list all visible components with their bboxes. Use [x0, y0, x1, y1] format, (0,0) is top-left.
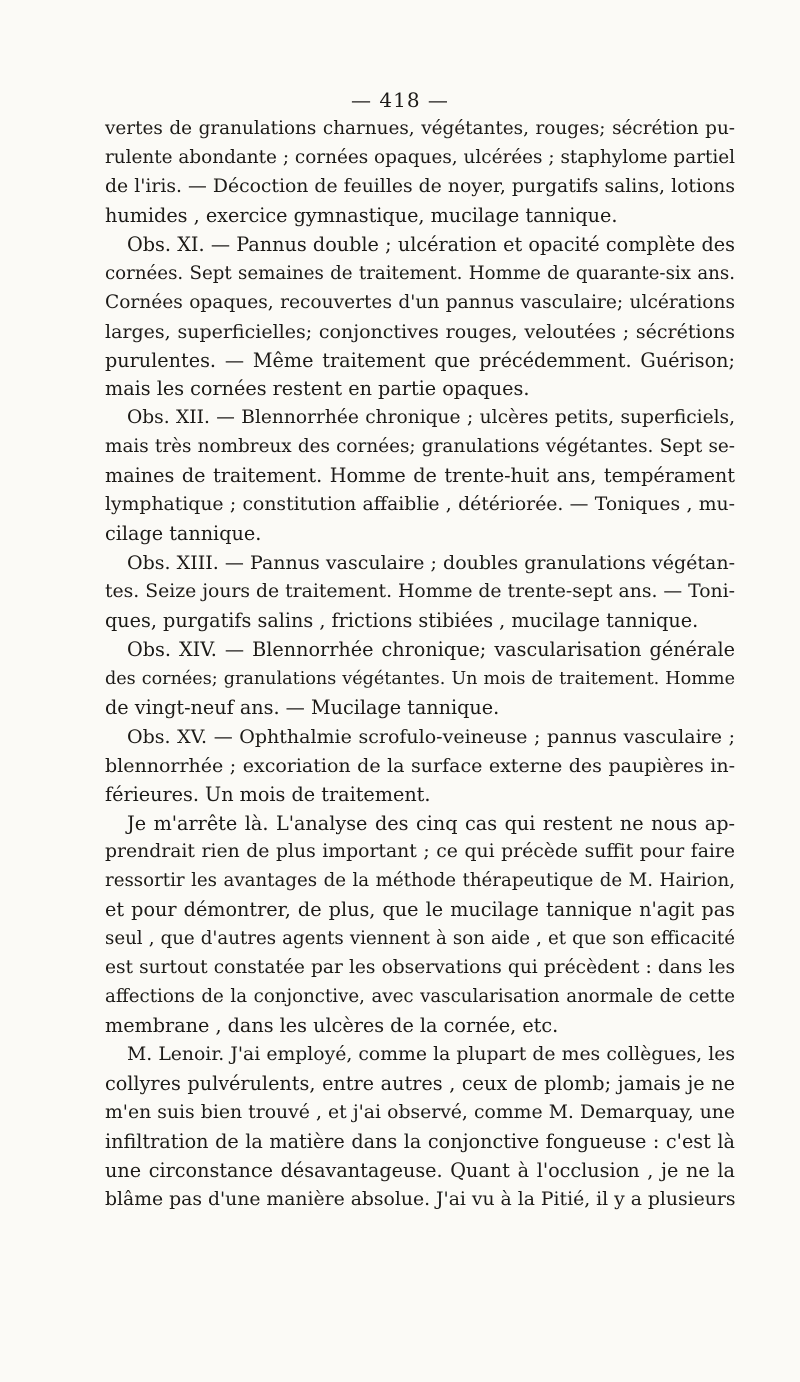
text-line: purulentes. — Même traitement que précédemment. Guérison; — [105, 348, 735, 372]
text-line: prendrait rien de plus important ; ce qui précède suffit pour faire — [105, 841, 735, 863]
text-line: cilage tannique. — [105, 522, 262, 546]
text-line: tes. Seize jours de traitement. Homme de trente-sept ans. — Toni- — [105, 581, 736, 602]
body-text — [105, 115, 735, 1215]
text-line: de l'iris. — Décoction de feuilles de noyer, purgatifs salins, lotions — [105, 175, 735, 197]
text-line: seul , que d'autres agents viennent à son aide , et que son efficacité — [105, 928, 735, 950]
text-line: membrane , dans les ulcères de la cornée, etc. — [105, 1014, 559, 1038]
text-line: humides , exercice gymnastique, mucilage tannique. — [105, 203, 618, 227]
text-line: vertes de granulations charnues, végétantes, rouges; sécrétion pu- — [105, 118, 735, 139]
text-line: Obs. XI. — Pannus double ; ulcération et opacité complète des — [127, 232, 735, 256]
text-line: m'en suis bien trouvé , et j'ai observé, comme M. Demarquay, une — [105, 1101, 735, 1123]
text-line: affections de la conjonctive, avec vascularisation anormale de cette — [105, 986, 735, 1008]
text-line: Je m'arrête là. L'analyse des cinq cas qui restent ne nous ap- — [127, 811, 735, 835]
text-line: ques, purgatifs salins , frictions stibiées , mucilage tannique. — [105, 608, 699, 632]
text-line: collyres pulvérulents, entre autres , ceux de plomb; jamais je ne — [105, 1071, 735, 1095]
text-line: Cornées opaques, recouvertes d'un pannus vasculaire; ulcérations — [105, 291, 735, 313]
text-line: férieures. Un mois de traitement. — [105, 782, 431, 806]
text-line: rulente abondante ; cornées opaques, ulcérées ; staphylome partiel — [105, 146, 735, 168]
text-line: Obs. XIV. — Blennorrhée chronique; vascularisation générale — [127, 637, 735, 661]
page-number: — 418 — — [351, 88, 449, 112]
text-line: ressortir les avantages de la méthode thérapeutique de M. Hairion, — [105, 870, 735, 892]
text-line: blennorrhée ; excoriation de la surface externe des paupières in- — [105, 754, 735, 777]
text-line: une circonstance désavantageuse. Quant à l'occlusion , je ne la — [105, 1158, 735, 1182]
text-line: larges, superficielles; conjonctives rouges, veloutées ; sécrétions — [105, 320, 735, 343]
text-line: lymphatique ; constitution affaiblie , détériorée. — Toniques , mu- — [105, 494, 735, 516]
text-line: M. Lenoir. J'ai employé, comme la plupart de mes collègues, les — [127, 1044, 735, 1065]
text-line: mais très nombreux des cornées; granulations végétantes. Sept se- — [105, 436, 735, 458]
text-line: des cornées; granulations végétantes. Un mois de traitement. Homme — [105, 668, 735, 689]
text-line: maines de traitement. Homme de trente-huit ans, tempérament — [105, 464, 735, 488]
text-line: est surtout constatée par les observations qui précèdent : dans les — [105, 957, 735, 979]
text-line: blâme pas d'une manière absolue. J'ai vu à la Pitié, il y a plusieurs — [105, 1188, 736, 1210]
text-line: Obs. XIII. — Pannus vasculaire ; doubles granulations végétan- — [127, 552, 735, 575]
text-line: et pour démontrer, de plus, que le mucilage tannique n'agit pas — [105, 898, 735, 922]
text-line: infiltration de la matière dans la conjonctive fongueuse : c'est là — [105, 1129, 735, 1153]
text-line: mais les cornées restent en partie opaques. — [105, 377, 530, 401]
text-line: Obs. XII. — Blennorrhée chronique ; ulcères petits, superficiels, — [127, 407, 735, 429]
text-line: de vingt-neuf ans. — Mucilage tannique. — [105, 695, 500, 719]
text-line: Obs. XV. — Ophthalmie scrofulo-veineuse ; pannus vasculaire ; — [127, 725, 735, 748]
text-line: cornées. Sept semaines de traitement. Homme de quarante-six ans. — [105, 262, 735, 284]
